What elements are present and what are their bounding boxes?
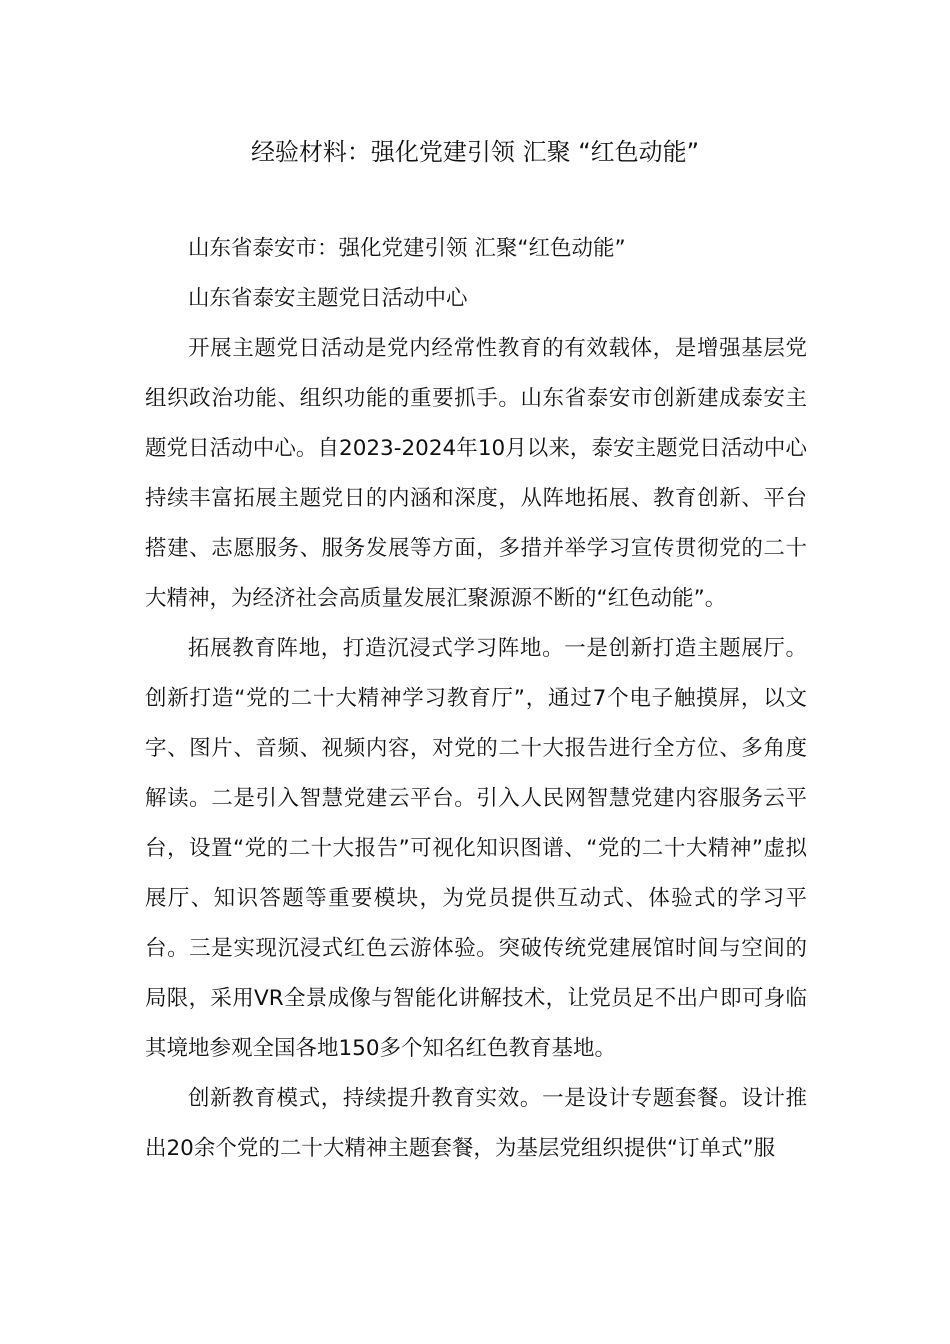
subtitle-line: 山东省泰安市：强化党建引领 汇聚“红色动能” xyxy=(188,236,626,261)
paragraph-3: 创新教育模式，持续提升教育实效。一是设计专题套餐。设计推出20余个党的二十大精神主题套餐，为基层党组织提供“订单式”服 xyxy=(145,1086,807,1161)
paragraph-2: 拓展教育阵地，打造沉浸式学习阵地。一是创新打造主题展厅。创新打造“党的二十大精神学习教育厅”，通过7个电子触摸屏，以文字、图片、音频、视频内容，对党的二十大报告进行全方位、多角度解读。二是引入智慧党建云平台。引入人民网智慧党建内容服务云平台，设置“党的二十大报告”可视化知识图谱、“党的二十大精神”虚拟展厅、知识答题等重要模块，为党员提供互动式、体验式的学习平台。三是实现沉浸式红色云游体验。突破传统党建展馆时间与空间的局限，采用VR全景成像与智能化讲解技术，让党员足不出户即可身临其境地参观全国各地150多个知名红色教育基地。 xyxy=(145,636,807,1061)
author-line: 山东省泰安主题党日活动中心 xyxy=(188,286,468,311)
paragraph-1: 开展主题党日活动是党内经常性教育的有效载体，是增强基层党组织政治功能、组织功能的重要抓手。山东省泰安市创新建成泰安主题党日活动中心。自2023-2024年10月以来，泰安主题党日活动中心持续丰富拓展主题党日的内涵和深度，从阵地拓展、教育创新、平台搭建、志愿服务、服务发展等方面，多措并举学习宣传贯彻党的二十大精神，为经济社会高质量发展汇聚源源不断的“红色动能”。 xyxy=(145,336,807,611)
document-body xyxy=(145,224,807,1174)
document-title: 经验材料：强化党建引领 汇聚 “红色动能” xyxy=(250,138,700,166)
